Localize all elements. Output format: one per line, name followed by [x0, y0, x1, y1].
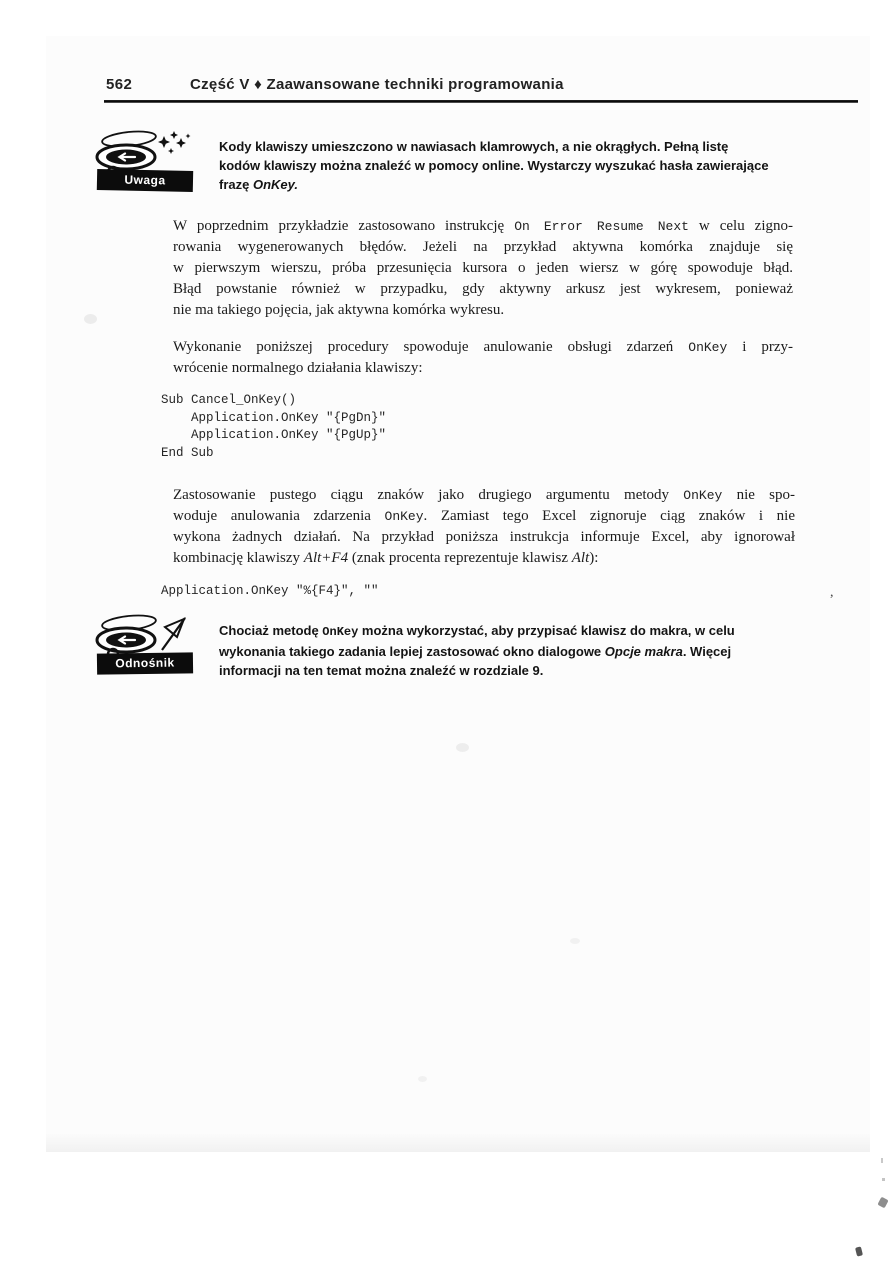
odnosnik-note-text [219, 621, 819, 680]
text-line: W poprzednim przykładzie zastosowano instrukcję On Error Resume Next w celu zigno- [173, 218, 793, 234]
text-line: Błąd powstanie również w przypadku, gdy aktywny arkusz jest wykresem, ponieważ [173, 281, 793, 297]
uwaga-note-label: Uwaga [97, 169, 193, 192]
chapter-title: Część V ♦ Zaawansowane techniki programowania [190, 76, 564, 93]
scan-speck [882, 1178, 885, 1181]
page-number: 562 [106, 76, 133, 93]
scan-smudge [570, 938, 580, 944]
odnosnik-note-label: Odnośnik [97, 652, 193, 674]
text-line: frazę OnKey. [219, 177, 298, 192]
text-line: rowania wygenerowanych błędów. Jeżeli na przykład aktywna komórka znajduje się [173, 239, 793, 255]
odnosnik-note-icon [92, 614, 194, 658]
scan-speck: , [830, 585, 834, 600]
text-line: kodów klawiszy można znaleźć w pomocy online. Wystarczy wyszukać hasła zawierające [219, 158, 769, 173]
magic-hat-arrow-icon [92, 614, 194, 658]
text-line: Kody klawiszy umieszczono w nawiasach klamrowych, a nie okrągłych. Pełną listę [219, 139, 729, 154]
text-line: Chociaż metodę OnKey można wykorzystać, aby przypisać klawisz do makra, w celu [219, 623, 735, 639]
scan-speck [877, 1197, 888, 1209]
text-line: Wykonanie poniższej procedury spowoduje anulowanie obsługi zdarzeń OnKey i przy- [173, 339, 793, 355]
text-line: w pierwszym wierszu, próba przesunięcia kursora o jeden wiersz w górę spowoduje błąd. [173, 260, 793, 276]
page-scan-bottom-shadow [46, 1134, 870, 1152]
uwaga-note-text [219, 137, 819, 194]
code-block-ignore-altf4 [161, 583, 379, 601]
scan-speck [855, 1246, 863, 1256]
text-line: Application.OnKey "{PgUp}" [161, 428, 387, 442]
text-line: Zastosowanie pustego ciągu znaków jako drugiego argumentu metody OnKey nie spo- [173, 487, 795, 503]
text-line: Application.OnKey "%{F4}", "" [161, 584, 379, 598]
text-line: wykonania takiego zadania lepiej zastosować okno dialogowe Opcje makra. Więcej [219, 644, 732, 659]
text-line: Sub Cancel_OnKey() [161, 393, 297, 407]
text-line: wykona żadnych działań. Na przykład poniższa instrukcja informuje Excel, aby ignorował [173, 529, 795, 545]
paragraph-cancel-onkey-intro [173, 337, 793, 379]
scan-smudge [418, 1076, 427, 1082]
scan-smudge [456, 743, 469, 752]
scan-speck [881, 1158, 883, 1163]
text-line: nie ma takiego pojęcia, jak aktywna komórka wykresu. [173, 302, 505, 318]
text-line: woduje anulowania zdarzenia OnKey. Zamiast tego Excel zignoruje ciąg znaków i nie [173, 508, 796, 524]
paragraph-on-error-resume-next [173, 216, 793, 321]
text-line: kombinację klawiszy Alt+F4 (znak procenta reprezentuje klawisz Alt): [173, 550, 599, 566]
text-line: wrócenie normalnego działania klawiszy: [173, 360, 423, 376]
text-line: informacji na ten temat można znaleźć w rozdziale 9. [219, 663, 544, 678]
code-block-cancel-onkey [161, 392, 386, 462]
paragraph-empty-string-argument [173, 485, 795, 569]
scan-smudge [84, 314, 97, 324]
text-line: End Sub [161, 445, 214, 460]
text-line: Application.OnKey "{PgDn}" [161, 410, 387, 425]
header-rule [104, 100, 858, 103]
